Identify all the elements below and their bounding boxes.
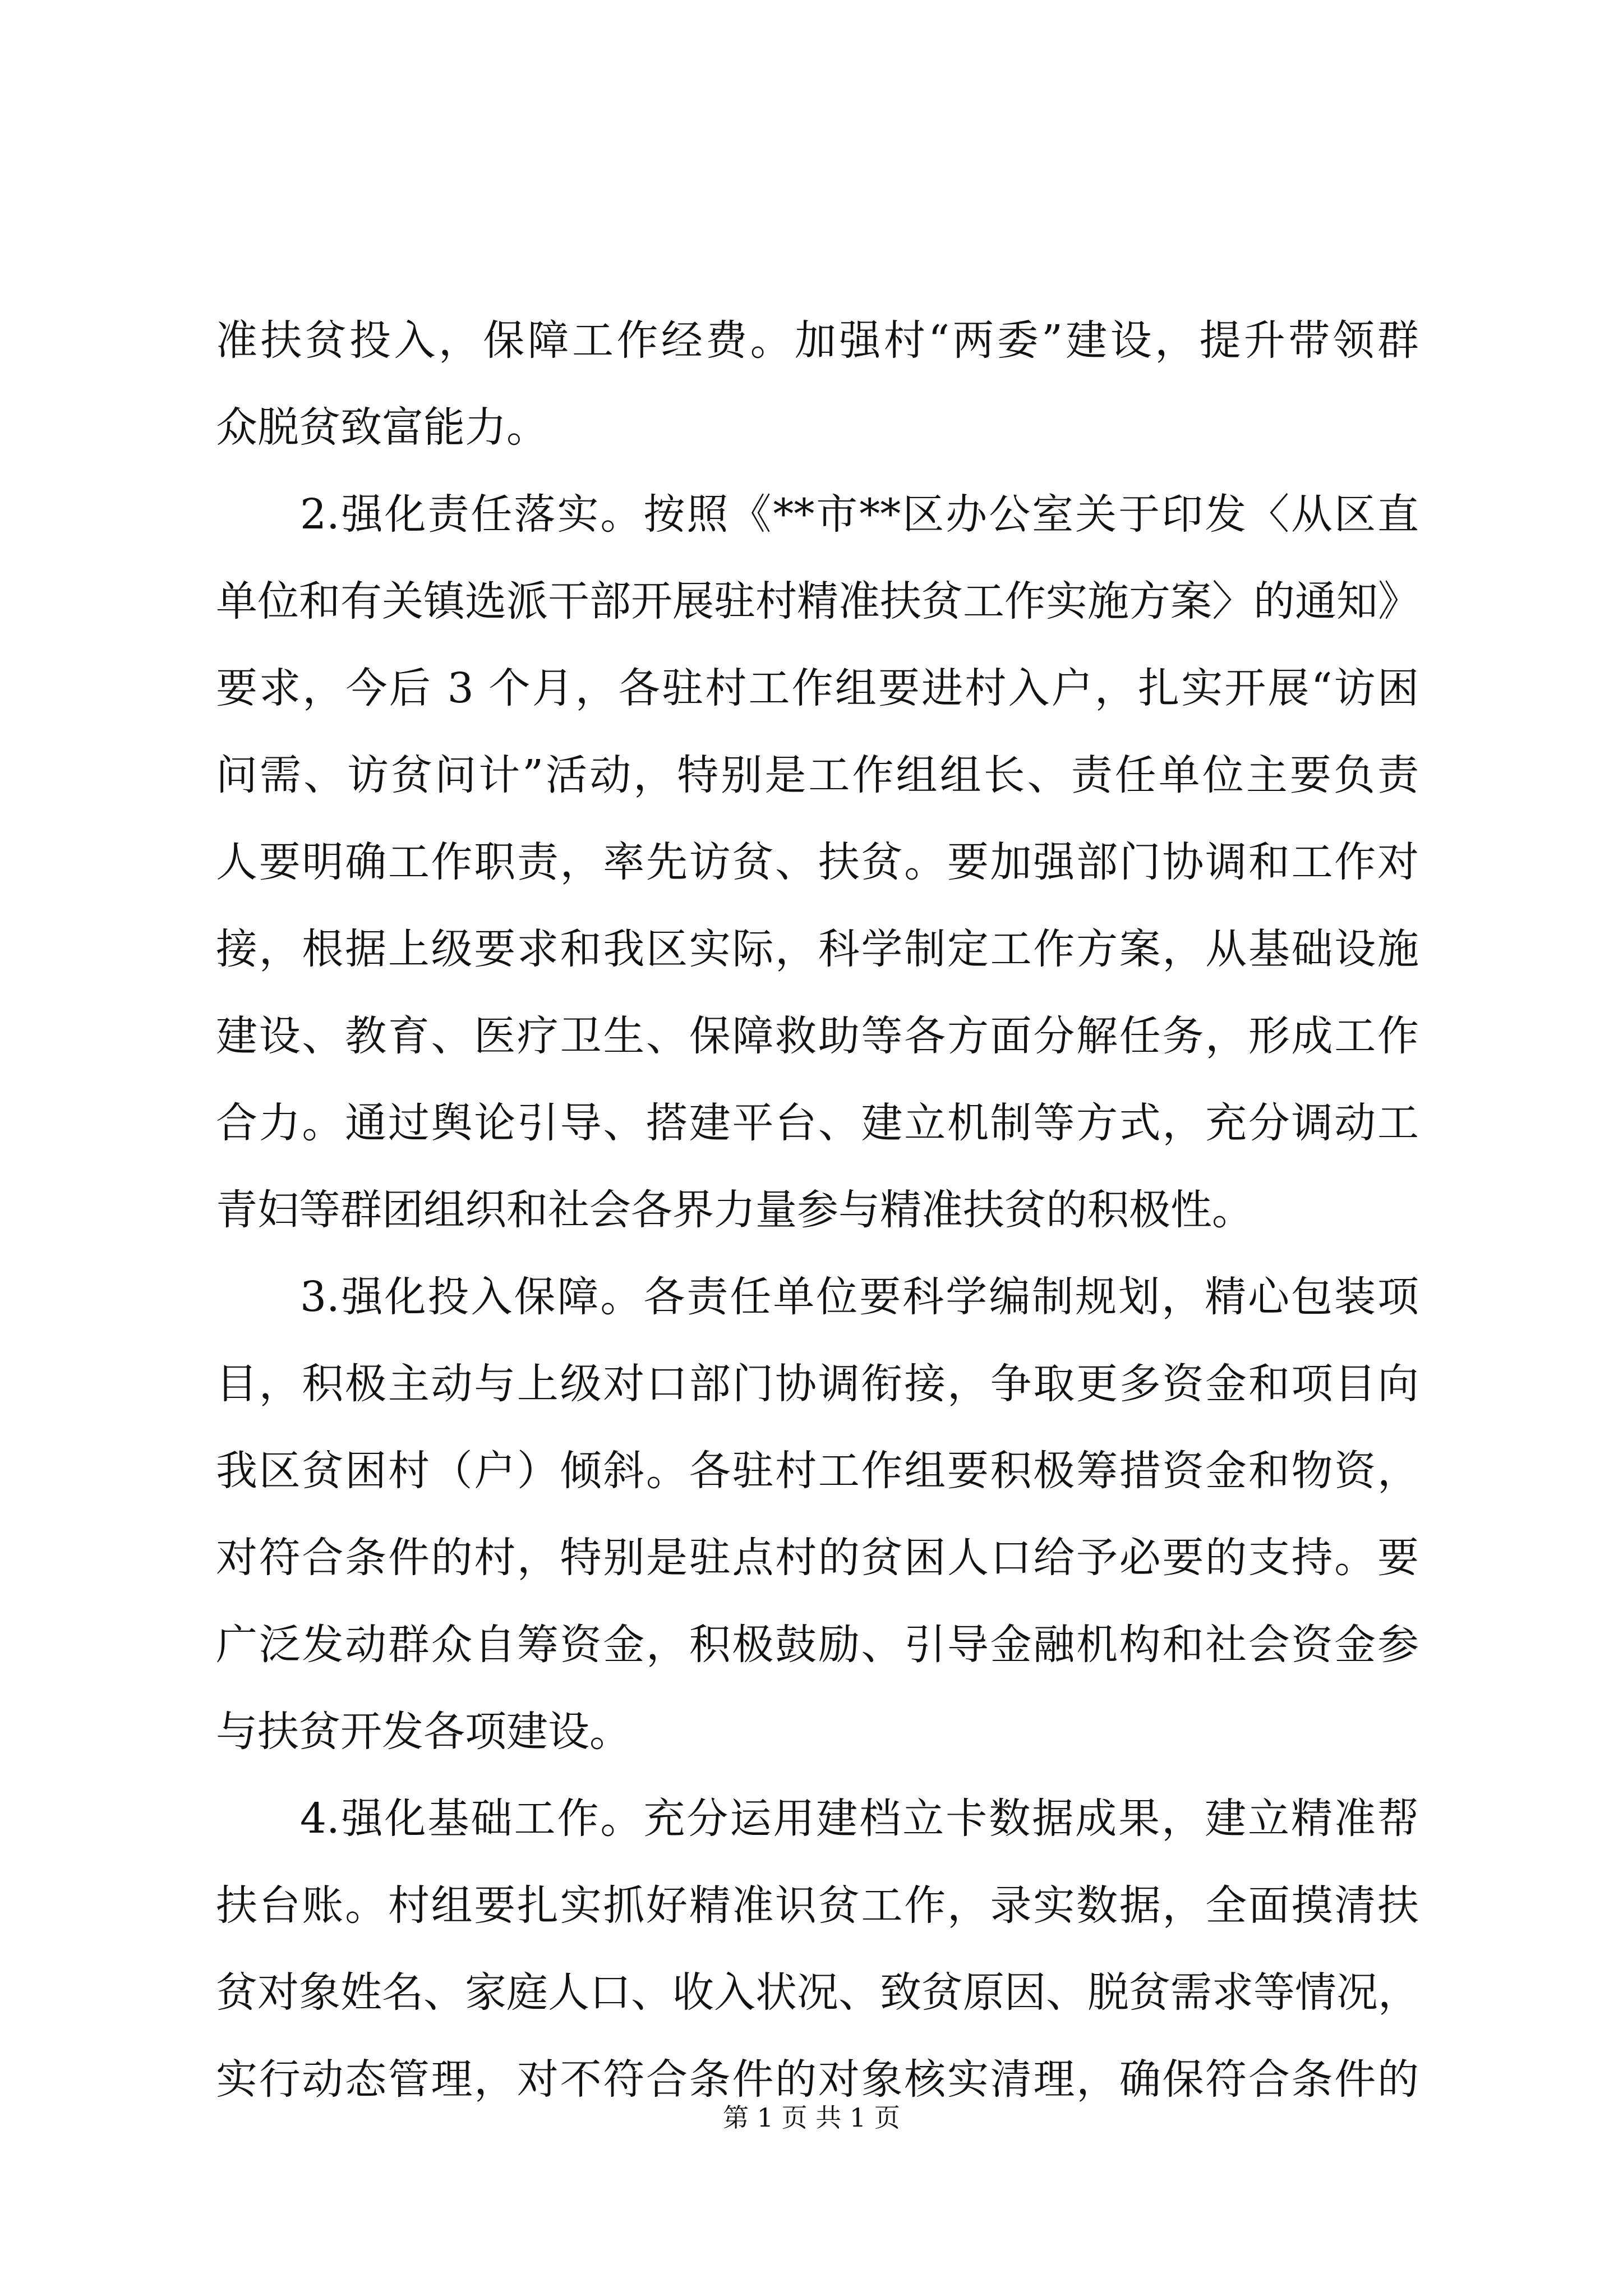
text-line: 我区贫困村（户）倾斜。各驻村工作组要积极筹措资金和物资， xyxy=(216,1447,1419,1495)
text-line: 合力。通过舆论引导、搭建平台、建立机制等方式，充分调动工 xyxy=(216,1099,1419,1147)
page-number-footer: 第 1 页 共 1 页 xyxy=(723,2102,900,2133)
paragraph-heading-line: 4.强化基础工作。充分运用建档立卡数据成果，建立精准帮 xyxy=(300,1795,1419,1843)
text-line: 贫对象姓名、家庭人口、收入状况、致贫原因、脱贫需求等情况， xyxy=(216,1968,1419,2017)
text-line: 人要明确工作职责，率先访贫、扶贫。要加强部门协调和工作对 xyxy=(216,838,1419,886)
text-line: 众脱贫致富能力。 xyxy=(216,403,548,452)
document-body xyxy=(216,297,1419,2123)
text-line: 接，根据上级要求和我区实际，科学制定工作方案，从基础设施 xyxy=(216,925,1419,973)
text-line: 要求，今后 3 个月，各驻村工作组要进村入户，扎实开展“访困 xyxy=(216,664,1419,712)
text-line: 准扶贫投入，保障工作经费。加强村“两委”建设，提升带领群 xyxy=(216,316,1419,365)
text-line: 扶台账。村组要扎实抓好精准识贫工作，录实数据，全面摸清扶 xyxy=(216,1881,1419,1930)
paragraph-heading-line: 3.强化投入保障。各责任单位要科学编制规划，精心包装项 xyxy=(300,1273,1419,1321)
text-line: 建设、教育、医疗卫生、保障救助等各方面分解任务，形成工作 xyxy=(216,1012,1419,1060)
text-line: 对符合条件的村，特别是驻点村的贫困人口给予必要的支持。要 xyxy=(216,1534,1419,1582)
text-line: 目，积极主动与上级对口部门协调衔接，争取更多资金和项目向 xyxy=(216,1360,1419,1408)
text-line: 单位和有关镇选派干部开展驻村精准扶贫工作实施方案〉的通知》 xyxy=(216,577,1419,625)
text-line: 广泛发动群众自筹资金，积极鼓励、引导金融机构和社会资金参 xyxy=(216,1621,1419,1669)
text-line: 与扶贫开发各项建设。 xyxy=(216,1708,631,1756)
text-line: 问需、访贫问计”活动，特别是工作组组长、责任单位主要负责 xyxy=(216,751,1419,799)
paragraph-heading-line: 2.强化责任落实。按照《**市**区办公室关于印发〈从区直 xyxy=(300,490,1419,539)
text-line: 实行动态管理，对不符合条件的对象核实清理，确保符合条件的 xyxy=(216,2055,1419,2104)
text-line: 青妇等群团组织和社会各界力量参与精准扶贫的积极性。 xyxy=(216,1186,1253,1234)
